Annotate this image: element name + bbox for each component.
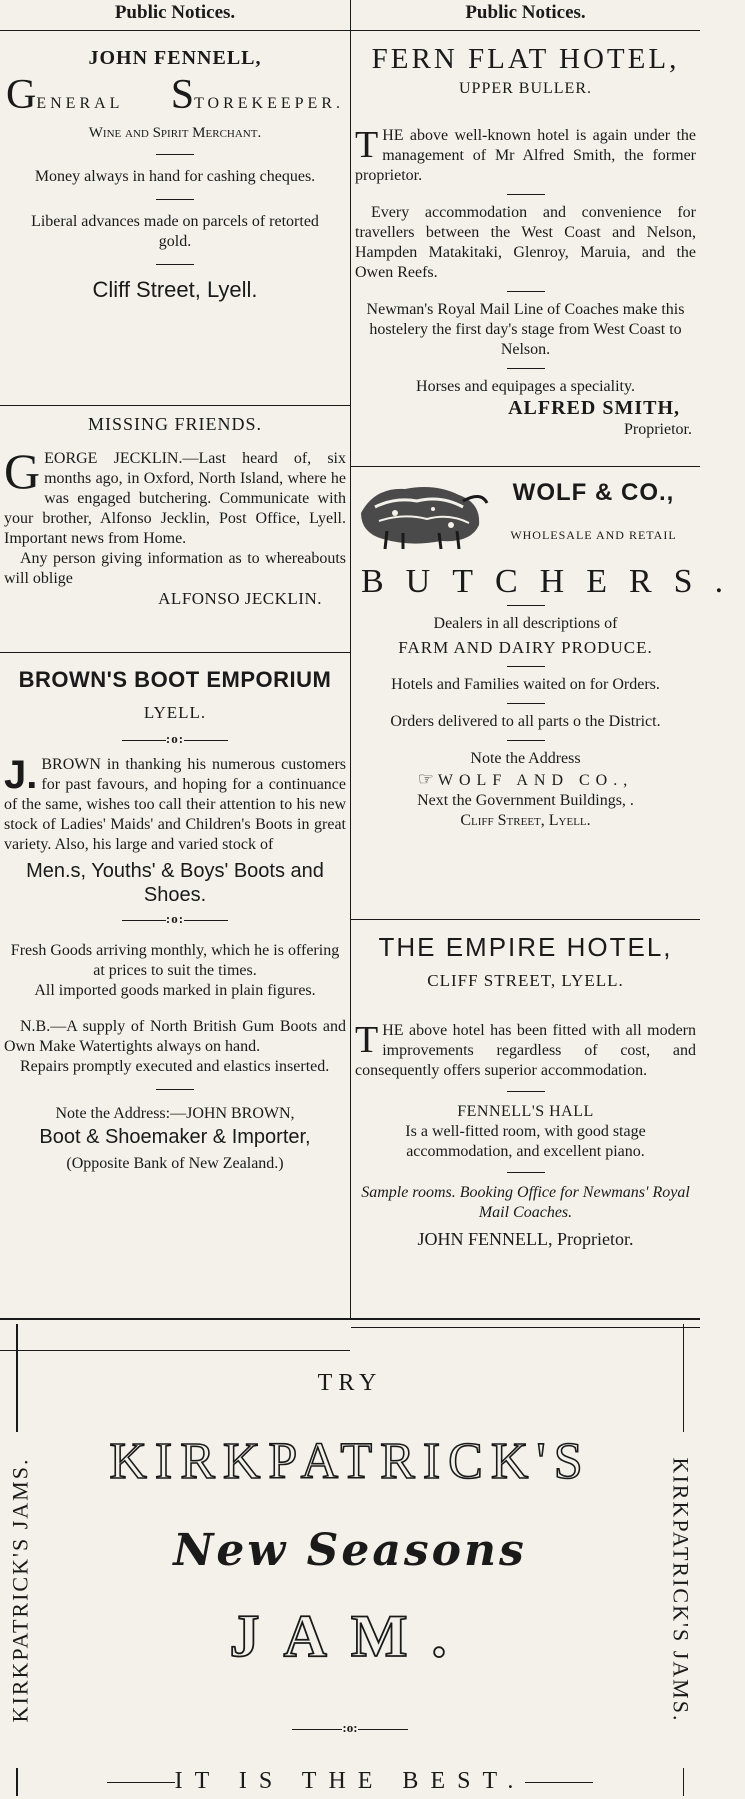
brown-separator: :o: xyxy=(4,731,346,747)
right-column xyxy=(351,0,745,1328)
kirkpatrick-name: KIRKPATRICK'S xyxy=(109,1433,591,1490)
cashing-cheques: Money always in hand for cashing cheques. xyxy=(34,168,316,185)
retorted-gold: Liberal advances made on parcels of retorted gold. xyxy=(31,213,319,250)
brown-boot-ad xyxy=(0,653,350,1351)
dash-rule xyxy=(507,740,545,741)
right-header: Public Notices. xyxy=(351,0,700,31)
fernflat-text: HE above well-known hotel is again under the management of Mr Alfred Smith, the former proprietor. xyxy=(355,127,696,184)
cattle-woodcut-icon xyxy=(355,473,491,553)
brown-trade: Boot & Shoemaker & Importer, xyxy=(39,1126,311,1148)
wolf-heading xyxy=(491,473,696,545)
fennell-address: Cliff Street, Lyell. xyxy=(92,277,258,302)
empire-hall-body: Is a well-fitted room, with good stage accommodation, and excellent piano. xyxy=(405,1123,646,1160)
missing-signature: ALFONSO JECKLIN. xyxy=(158,589,322,608)
wolf-butchers-ad xyxy=(351,467,745,920)
left-column xyxy=(0,0,350,1351)
side-text-right: KIRKPATRICK'S JAMS. xyxy=(668,1457,694,1723)
dash-rule xyxy=(156,264,194,265)
dash-rule xyxy=(507,605,545,606)
fernflat-signature: ALFRED SMITH, xyxy=(508,397,680,419)
dash-rule xyxy=(156,199,194,200)
drop-cap-g: G xyxy=(4,443,41,499)
dash-rule xyxy=(507,703,545,704)
dash-rule xyxy=(507,368,545,369)
wolf-next-to: Next the Government Buildings, . xyxy=(417,792,634,809)
brown-boots: Men.s, Youths' & Boys' Boots and Shoes. xyxy=(26,860,324,906)
brown-imported: All imported goods marked in plain figures. xyxy=(34,982,316,999)
s-rest: TOREKEEPER. xyxy=(194,95,344,112)
brown-repairs: Repairs promptly executed and elastics inserted. xyxy=(20,1058,330,1075)
wolf-dealers: Dealers in all descriptions of xyxy=(433,615,618,632)
empire-title: THE EMPIRE HOTEL, xyxy=(378,932,673,962)
fennell-store-ad xyxy=(0,31,350,406)
fern-flat-hotel-ad xyxy=(351,31,700,467)
fernflat-coaches: Newman's Royal Mail Line of Coaches make this hostelery the first day's stage from West Coast to Nelson. xyxy=(366,301,685,358)
empire-text: HE above hotel has been fitted with all modern improvements regardless of cost, and consequently offers superior accommodation. xyxy=(355,1022,696,1079)
dash-rule xyxy=(507,666,545,667)
wolf-address-line xyxy=(355,769,696,791)
drop-cap-j: J. xyxy=(4,753,38,797)
brown-place: LYELL. xyxy=(143,703,207,722)
missing-body xyxy=(4,443,346,549)
empire-hotel-ad xyxy=(351,920,700,1328)
brown-note: Note the Address:—JOHN BROWN, xyxy=(55,1105,295,1122)
fernflat-accommodation: Every accommodation and convenience for travellers between the West Coast and Nelson, Hampden Matakitaki, Glenroy, Maruia, and the Owen Reefs. xyxy=(355,204,696,281)
dash-rule xyxy=(507,194,545,195)
s-initial: S xyxy=(170,72,195,118)
g-initial: G xyxy=(6,72,37,118)
wolf-street: Cliff Street, Lyell. xyxy=(460,812,591,829)
kirk-separator: :o: xyxy=(0,1720,700,1736)
empire-street: CLIFF STREET, LYELL. xyxy=(427,971,624,990)
drop-cap-t: T xyxy=(355,124,379,166)
wolf-name: WOLF & CO., xyxy=(512,479,675,506)
side-text-left: KIRKPATRICK'S JAMS. xyxy=(7,1457,33,1723)
wolf-hotels: Hotels and Families waited on for Orders. xyxy=(391,676,660,693)
fernflat-role: Proprietor. xyxy=(624,421,692,438)
try-heading: TRY xyxy=(317,1370,383,1396)
empire-body xyxy=(355,1021,696,1081)
wolf-address-name: WOLF AND CO., xyxy=(437,772,634,789)
it-is-the-best: IT IS THE BEST. xyxy=(0,1768,700,1795)
general-storekeeper xyxy=(4,72,346,118)
jam-heading: JAM. xyxy=(229,1603,471,1669)
wolf-orders: Orders delivered to all parts o the District. xyxy=(390,713,661,730)
wolf-produce: FARM AND DAIRY PRODUCE. xyxy=(398,638,653,657)
left-header: Public Notices. xyxy=(0,0,350,31)
fernflat-body xyxy=(355,126,696,186)
empire-hall-title: FENNELL'S HALL xyxy=(457,1103,594,1120)
empire-sample-rooms: Sample rooms. Booking Office for Newmans' Royal Mail Coaches. xyxy=(361,1184,690,1221)
missing-title: MISSING FRIENDS. xyxy=(87,414,263,434)
missing-oblige: Any person giving information as to whereabouts will oblige xyxy=(4,550,346,587)
wine-merchant: Wine and Spirit Merchant. xyxy=(88,125,262,141)
brown-fresh: Fresh Goods arriving monthly, which he is offering at prices to suit the times. xyxy=(10,942,340,979)
dash-rule xyxy=(507,1172,545,1173)
drop-cap-t: T xyxy=(355,1019,379,1061)
brown-nb: N.B.—A supply of North British Gum Boots and Own Make Watertights always on hand. xyxy=(4,1018,346,1055)
dash-rule xyxy=(507,1091,545,1092)
new-seasons: New Seasons xyxy=(173,1525,527,1576)
empire-signature: JOHN FENNELL, Proprietor. xyxy=(417,1229,634,1249)
dash-rule xyxy=(156,154,194,155)
brown-body xyxy=(4,755,346,855)
pointing-hand-icon: ☞ xyxy=(417,769,434,789)
wolf-note: Note the Address xyxy=(470,750,581,767)
kirkpatrick-jam-ad xyxy=(0,1318,700,1799)
missing-friends-ad xyxy=(0,406,350,653)
g-rest: ENERAL xyxy=(36,95,124,112)
brown-separator-2: :o: xyxy=(4,911,346,927)
fernflat-horses: Horses and equipages a speciality. xyxy=(416,378,635,395)
butchers-heading: BUTCHERS. xyxy=(361,563,745,600)
wolf-header xyxy=(355,473,696,553)
brown-opposite: (Opposite Bank of New Zealand.) xyxy=(66,1155,284,1172)
missing-text: EORGE JECKLIN.—Last heard of, six months ago, in Oxford, North Island, where he was engaged butchering. Communicate with your brother, Alfonso Jecklin, Post Office, Lyell. Important news from Home. xyxy=(4,450,346,547)
wolf-wholesale: WHOLESALE AND RETAIL xyxy=(510,528,677,542)
dash-rule xyxy=(156,1089,194,1090)
fennell-name: JOHN FENNELL, xyxy=(88,47,262,69)
brown-text: BROWN in thanking his numerous customers for past favours, and hoping for a continuance of the same, wishes too call their attention to his new stock of Ladies' Maids' and Children's Boots in great variety. Also, his large and varied stock of xyxy=(4,756,346,853)
dash-rule xyxy=(507,291,545,292)
fernflat-place: UPPER BULLER. xyxy=(458,80,592,97)
brown-title: BROWN'S BOOT EMPORIUM xyxy=(18,667,332,692)
fernflat-title: FERN FLAT HOTEL, xyxy=(371,43,680,75)
